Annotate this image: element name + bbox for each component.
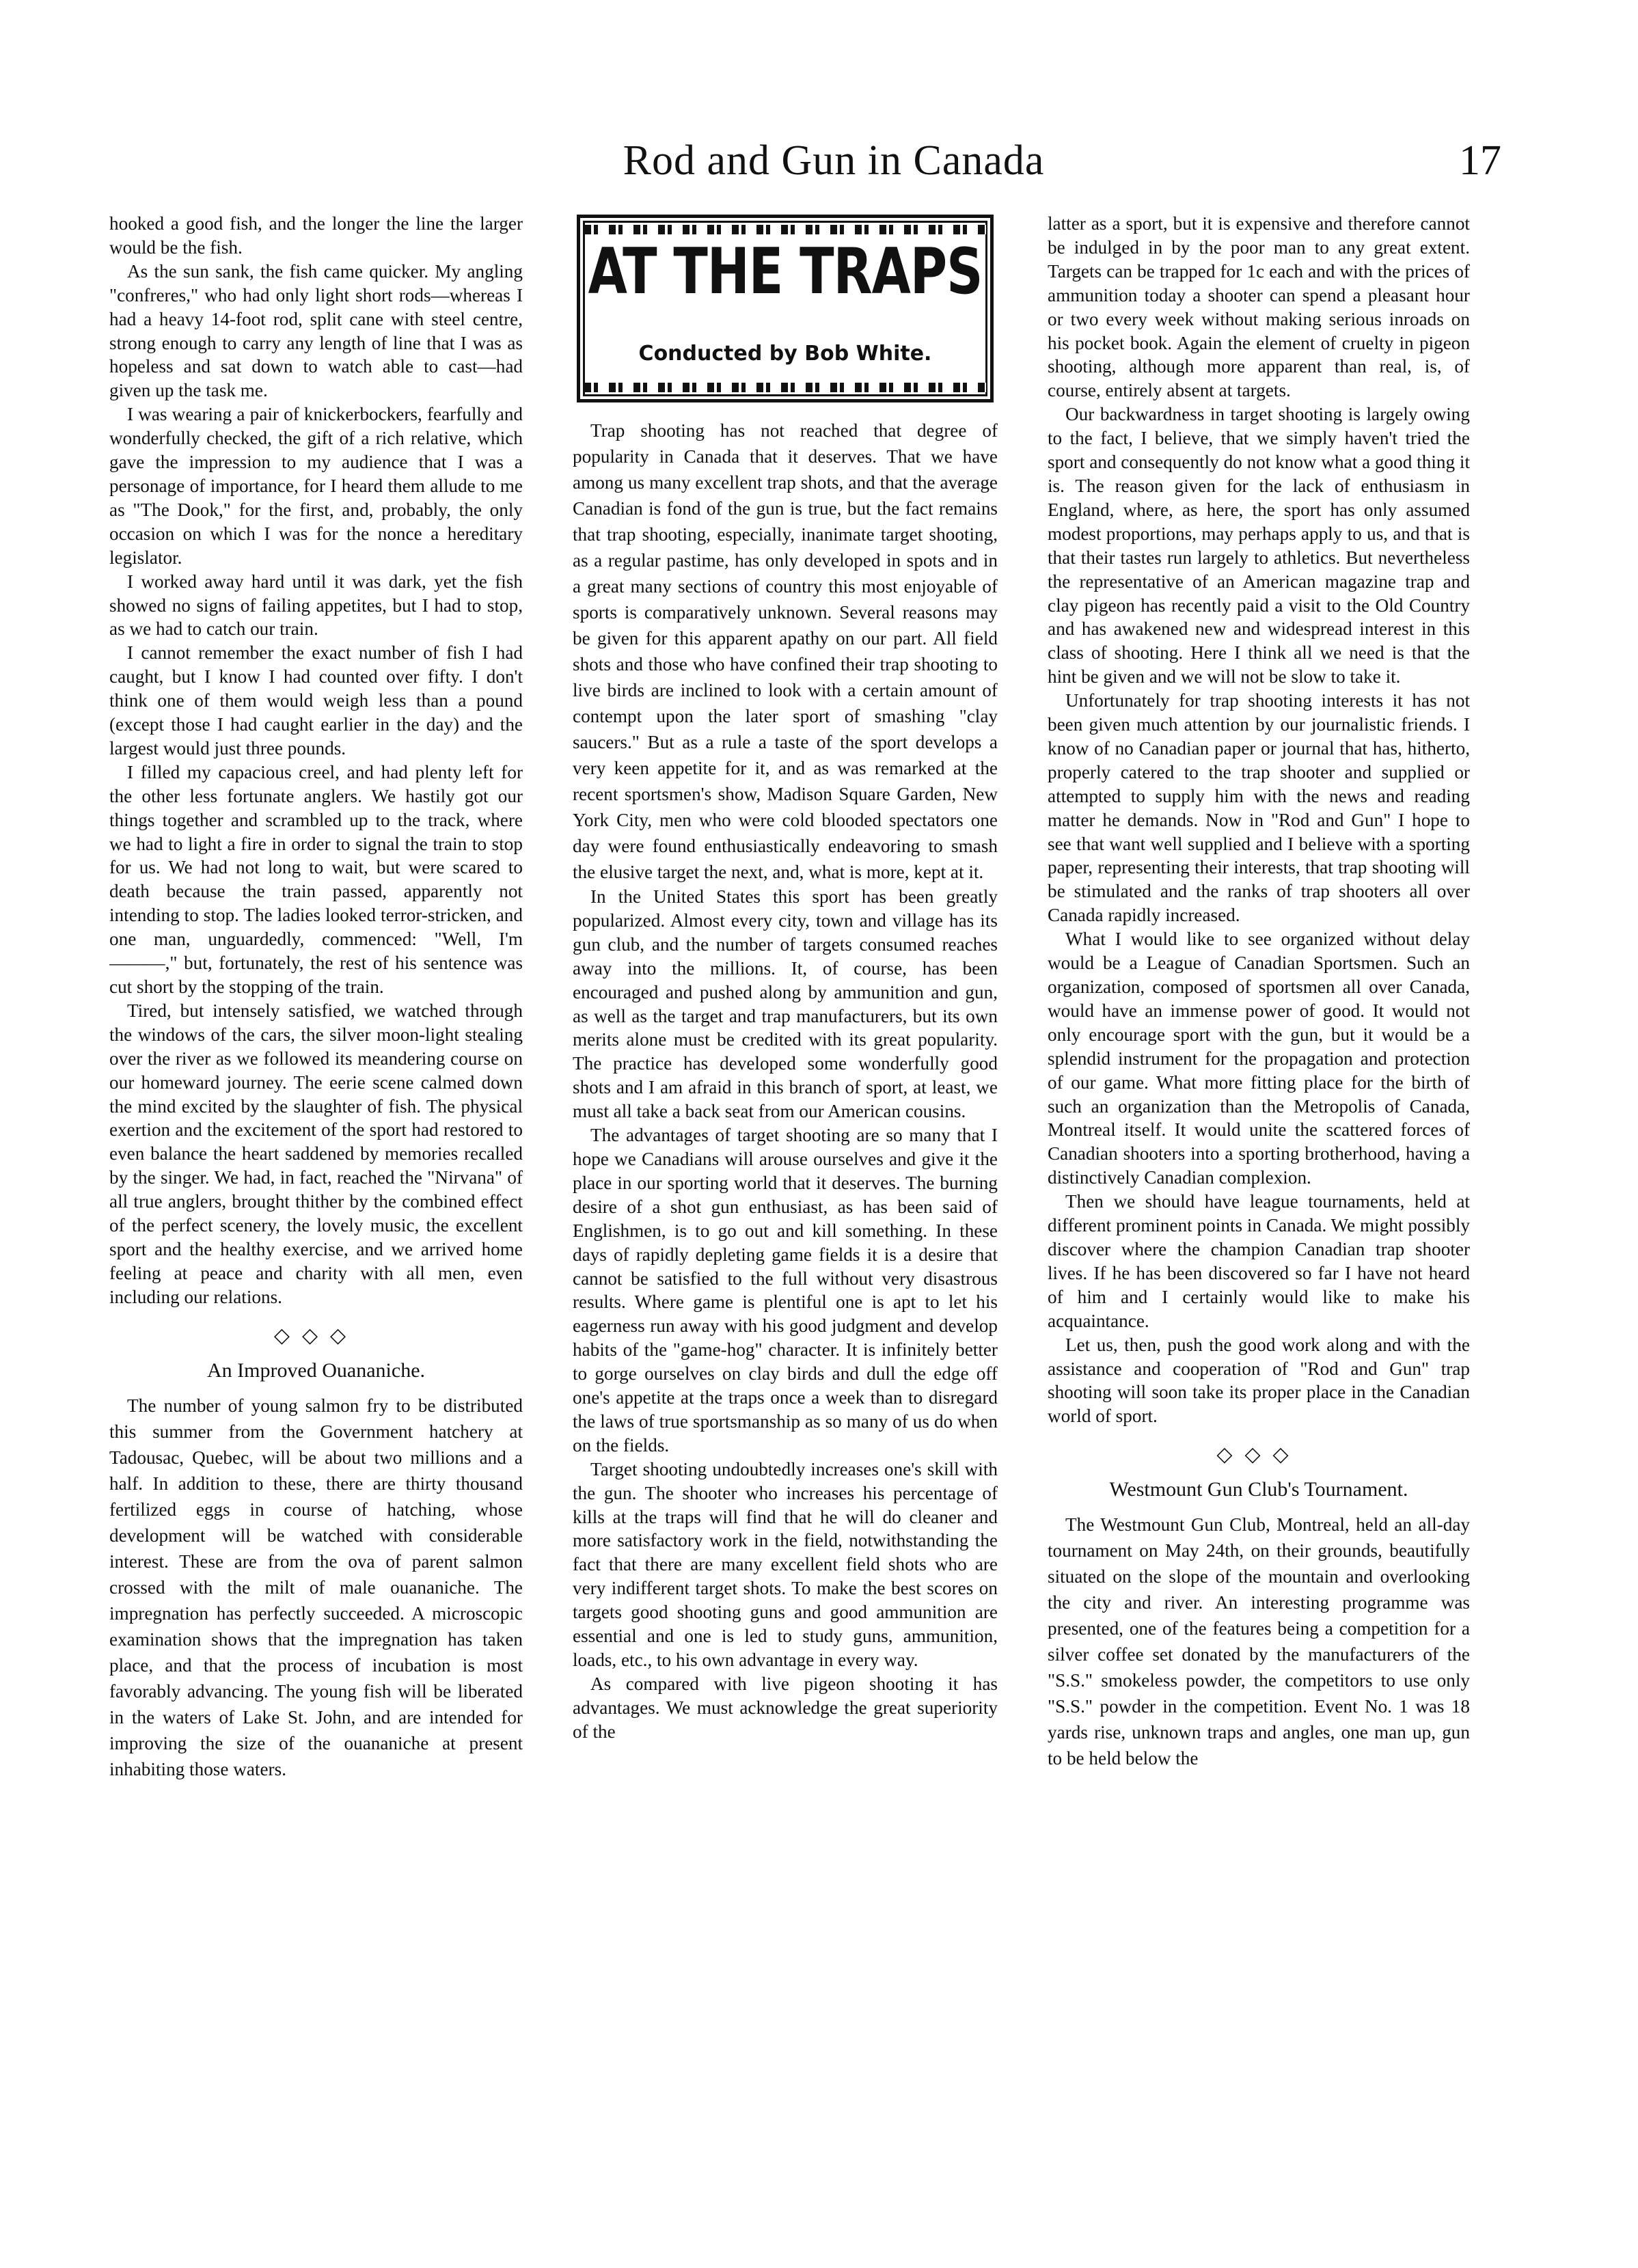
- paragraph: The Westmount Gun Club, Montreal, held an all-day tournament on May 24th, on their grounds, beautifully situated on the slope of the mountain and overlooking the city and river. An interesting programme was presented, one of the features being a competition for a silver coffee set donated by the manufacturers of the "S.S." smokeless powder, the competitors to use only "S.S." powder in the competition. Event No. 1 was 18 yards rise, unknown traps and angles, one man up, gun to be held below the: [1048, 1514, 1470, 1769]
- paragraph: I worked away hard until it was dark, yet the fish showed no signs of failing appetites, but I had to stop, as we had to catch our train.: [109, 571, 523, 640]
- page-header: [0, 137, 1638, 198]
- department-byline: Conducted by Bob White.: [638, 342, 932, 366]
- running-title: Rod and Gun in Canada: [623, 137, 1045, 184]
- paragraph: As compared with live pigeon shooting it has advantages. We must acknowledge the great superiority of the: [573, 1673, 998, 1742]
- paragraph: Trap shooting has not reached that degree of popularity in Canada that it deserves. That we have among us many excellent trap shots, and that the average Canadian is fond of the gun is true, but the fact remains that trap shooting, especially, inanimate target shooting, as a regular pastime, has only developed in spots and in a great many sections of country this most enjoyable of sports is comparatively unknown. Several reasons may be given for this apparent apathy on our part. All field shots and those who have confined their trap shooting to live birds are inclined to look with a certain amount of contempt upon the later sport of smashing "clay saucers." But as a rule a taste of the sport develops a very keen appetite for it, and as was remarked at the recent sportsmen's show, Madison Square Garden, New York City, men who were cold blooded spectators one day were found enthusiastically endeavoring to smash the elusive target the next, and, what is more, kept at it.: [573, 420, 998, 882]
- paragraph: Unfortunately for trap shooting interests it has not been given much attention by our journalistic friends. I know of no Canadian paper or journal that has, hitherto, properly catered to the trap shooter and supplied or attempted to supply him with the news and reading matter he demands. Now in "Rod and Gun" I hope to see that want well supplied and I believe with a sporting paper, representing their interests, that trap shooting will be stimulated and the ranks of trap shooters all over Canada rapidly increased.: [1048, 690, 1470, 926]
- paragraph: Our backwardness in target shooting is largely owing to the fact, I believe, that we simply haven't tried the sport and consequently do not know what a good thing it is. The reason given for the lack of enthusiasm in England, where, as here, the sport has only assumed modest proportions, may perhaps apply to us, and that is that their tastes run largely to athletics. But nevertheless the representative of an American magazine trap and clay pigeon has recently paid a visit to the Old Country and has awakened new and widespread interest in this class of shooting. Here I think all we need is that the hint be given and we will not be slow to take it.: [1048, 404, 1470, 687]
- column-left: [109, 212, 523, 2235]
- paragraph: Then we should have league tournaments, held at different prominent points in Canada. We might possibly discover where the champion Canadian trap shooter lives. If he has been discovered so far I have not heard of him and I certainly would like to make his acquaintance.: [1048, 1191, 1470, 1331]
- paragraph: Target shooting undoubtedly increases one's skill with the gun. The shooter who increases his percentage of kills at the traps will find that he will do cleaner and more satisfactory work in the field, notwithstanding the fact that there are many excellent field shots who are very indifferent target shots. To make the best scores on targets good shooting guns and good ammunition are essential and one is led to study guns, ammunition, loads, etc., to his own advantage in every way.: [573, 1458, 998, 1670]
- page-number: 17: [1459, 137, 1501, 184]
- paragraph: hooked a good fish, and the longer the line the larger would be the fish.: [109, 213, 523, 258]
- section-divider: ◇◇◇: [273, 1324, 359, 1347]
- paragraph: The number of young salmon fry to be distributed this summer from the Government hatchery at Tadousac, Quebec, will be about two millions and a half. In addition to these, there are thirty thousand fertilized eggs in course of hatching, whose development will be watched with considerable interest. These are from the ova of parent salmon crossed with the milt of male ouananiche. The impregnation has perfectly succeeded. A microscopic examination shows that the impregnation has taken place, and that the process of incubation is most favorably advancing. The young fish will be liberated in the waters of Lake St. John, and are intended for improving the size of the ouananiche at present inhabiting those waters.: [109, 1395, 523, 1779]
- paragraph: The advantages of target shooting are so many that I hope we Canadians will arouse ourselves and give it the place in our sporting world that it deserves. The burning desire of a shot gun enthusiast, as has been said of Englishmen, is to go out and kill something. In these days of rapidly depleting game fields it is a desire that cannot be satisfied to the full without very disastrous results. Where game is plentiful one is apt to let his eagerness run away with his good judgment and develop habits of the "game-hog" character. It is infinitely better to gorge ourselves on clay birds and dull the edge off one's appetite at the traps once a week than to disregard the laws of true sportsmanship as so many of us do when on the fields.: [573, 1125, 998, 1456]
- column-middle: [573, 212, 998, 2235]
- paragraph: What I would like to see organized without delay would be a League of Canadian Sportsmen. Such an organization, composed of sportsmen all over Canada, would have an immense power of good. It would not only encourage sport with the gun, but it would be a splendid instrument for the propagation and protection of our game. What more fitting place for the birth of such an organization than the Metropolis of Canada, Montreal itself. It would unite the scattered forces of Canadian shooters into a sporting brotherhood, having a distinctively Canadian complexion.: [1048, 929, 1470, 1188]
- column-right: [1048, 212, 1470, 2235]
- at-the-traps-heading-box: [577, 215, 994, 402]
- section-title: Westmount Gun Club's Tournament.: [1109, 1478, 1408, 1501]
- paragraph: Tired, but intensely satisfied, we watched through the windows of the cars, the silver moon-light stealing over the river as we followed its meandering course on our homeward journey. The eerie scene calmed down the mind excited by the slaughter of fish. The physical exertion and the excitement of the sport had restored to even balance the heart saddened by memories recalled by the singer. We had, in fact, reached the "Nirvana" of all true anglers, brought thither by the combined effect of the perfect scenery, the lovely music, the excellent sport and the healthy exercise, and we arrived home feeling at peace and charity with all men, even including our relations.: [109, 1000, 523, 1307]
- section-divider: ◇◇◇: [1216, 1443, 1301, 1466]
- ornamental-border-bottom: [584, 383, 986, 392]
- paragraph: I was wearing a pair of knickerbockers, fearfully and wonderfully checked, the gift of a rich relative, which gave the impression to my audience that I was a personage of importance, for I heard them allude to me as "The Dook," for the first, and, probably, the only occasion on which I was for the nonce a hereditary legislator.: [109, 404, 523, 568]
- paragraph: As the sun sank, the fish came quicker. My angling "confreres," who had only light short rods—whereas I had a heavy 14-foot rod, split cane with steel centre, strong enough to carry any length of line that I was as hopeless and sat down to watch able to cast—had given up the task me.: [109, 260, 523, 401]
- paragraph: I filled my capacious creel, and had plenty left for the other less fortunate anglers. We hastily got our things together and scrambled up to the track, where we had to light a fire in order to signal the train to stop for us. We had not long to wait, but were scared to death because the train passed, apparently not intending to stop. The ladies looked terror-stricken, and one man, unguardedly, commenced: "Well, I'm ———," but, fortunately, the rest of his sentence was cut short by the stopping of the train.: [109, 761, 523, 997]
- paragraph: Let us, then, push the good work along and with the assistance and cooperation of "Rod and Gun" trap shooting will soon take its proper place in the Canadian world of sport.: [1048, 1334, 1470, 1427]
- ornamental-border-top: [584, 225, 986, 234]
- section-title: An Improved Ouananiche.: [206, 1358, 426, 1382]
- paragraph: In the United States this sport has been greatly popularized. Almost every city, town and village has its gun club, and the number of targets consumed reaches away into the millions. It, of course, has been encouraged and pushed along by ammunition and gun, as well as the target and trap manufacturers, but its own merits alone must be credited with its great popularity. The practice has developed some wonderfully good shots and I am afraid in this branch of sport, at least, we must all take a back seat from our American cousins.: [573, 886, 998, 1122]
- paragraph: latter as a sport, but it is expensive and therefore cannot be indulged in by the poor man to any great extent. Targets can be trapped for 1c each and with the prices of ammunition today a shooter can spend a pleasant hour or two every week without making serious inroads on his pocket book. Again the element of cruelty in pigeon shooting, although more apparent than real, is, of course, entirely absent at targets.: [1048, 213, 1470, 401]
- department-title: AT THE TRAPS: [588, 235, 983, 309]
- paragraph: I cannot remember the exact number of fish I had caught, but I know I had counted over fifty. I don't think one of them would weigh less than a pound (except those I had caught earlier in the day) and the largest would just three pounds.: [109, 642, 523, 759]
